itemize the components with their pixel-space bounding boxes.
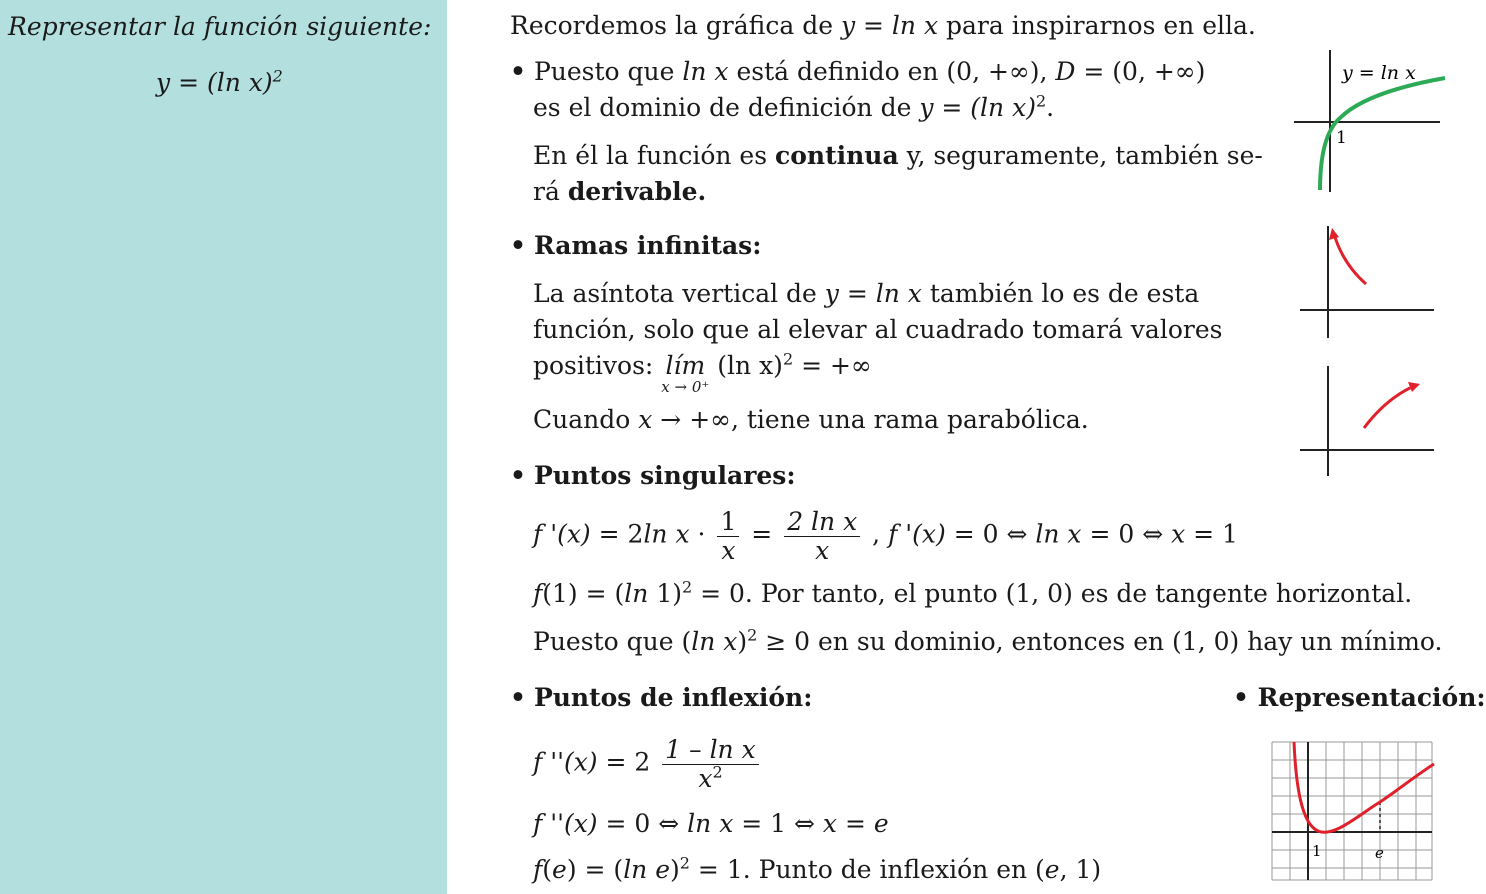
domain-line-4: rá derivable. bbox=[533, 177, 707, 206]
ramas-line-2: función, solo que al elevar al cuadrado tomará valores bbox=[533, 315, 1223, 344]
final-graph bbox=[1268, 738, 1436, 884]
derivative-formula: f '(x) = 2ln x · $\frac{1}{x}$ = $\frac{\text{2 ln x}}{x}$ , f '(x) = 0 ⇔ ln x = 0 ⇔ x = 1 bbox=[533, 507, 1238, 565]
ramas-line-4: Cuando x → +∞, tiene una rama parabólica. bbox=[533, 405, 1089, 434]
given-function: y = (ln x)$^2$ bbox=[156, 66, 283, 97]
domain-line-1: • Puesto que ln x está definido en (0, +∞), D = (0, +∞) bbox=[510, 57, 1206, 86]
fraction-one-over-x: $\frac{1}{x}$ bbox=[717, 508, 739, 564]
singulares-line-3: Puesto que (ln x)$^2$ ≥ 0 en su dominio, entonces en (1, 0) hay un mínimo. bbox=[533, 625, 1443, 656]
fraction-second-derivative: $\frac{\text{1 – ln x}}{x^2}$ bbox=[662, 736, 758, 792]
left-panel bbox=[0, 0, 447, 894]
inflexion-line-3: f(e) = (ln e)$^2$ = 1. Punto de inflexión en (e, 1) bbox=[533, 853, 1102, 884]
inflexion-title: • Puntos de inflexión: bbox=[510, 683, 813, 712]
fraction-2lnx-over-x: $\frac{\text{2 ln x}}{x}$ bbox=[784, 508, 860, 564]
parabolic-branch-curve bbox=[1364, 386, 1414, 428]
asymptote-branch-arrow bbox=[1329, 228, 1339, 240]
final-curve bbox=[1294, 742, 1434, 832]
ramas-line-3: positivos: lím x → 0⁺ (ln x)$^2$ = +∞ bbox=[533, 349, 872, 396]
ln-graph-tick-one: 1 bbox=[1336, 128, 1347, 148]
ln-graph bbox=[1290, 46, 1450, 194]
second-derivative-formula: f ''(x) = 2 $\frac{\text{1 – ln x}}{x^2}$ bbox=[533, 736, 763, 792]
exercise-prompt: Representar la función siguiente: bbox=[8, 12, 432, 41]
singulares-title: • Puntos singulares: bbox=[510, 461, 796, 490]
intro-line: Recordemos la gráfica de y = ln x para inspirarnos en ella. bbox=[510, 11, 1256, 40]
ramas-line-1: La asíntota vertical de y = ln x también lo es de esta bbox=[533, 279, 1200, 308]
asymptote-branch-curve bbox=[1334, 234, 1366, 284]
final-graph-tick-one: 1 bbox=[1312, 842, 1322, 860]
inflexion-line-2: f ''(x) = 0 ⇔ ln x = 1 ⇔ x = e bbox=[533, 809, 889, 838]
singulares-line-2: f(1) = (ln 1)$^2$ = 0. Por tanto, el punto (1, 0) es de tangente horizontal. bbox=[533, 577, 1413, 608]
ramas-title: • Ramas infinitas: bbox=[510, 231, 762, 260]
parabolic-branch-sketch bbox=[1296, 364, 1436, 478]
ln-graph-label: y = ln x bbox=[1342, 62, 1416, 84]
vertical-asymptote-sketch bbox=[1296, 224, 1436, 342]
domain-line-2: es el dominio de definición de y = (ln x)$^2$. bbox=[533, 91, 1055, 122]
final-graph-tick-e: e bbox=[1375, 844, 1384, 862]
representacion-title: • Representación: bbox=[1233, 683, 1486, 712]
domain-line-3: En él la función es continua y, seguramente, también se- bbox=[533, 141, 1263, 170]
limit-expression: lím x → 0⁺ bbox=[661, 351, 710, 396]
